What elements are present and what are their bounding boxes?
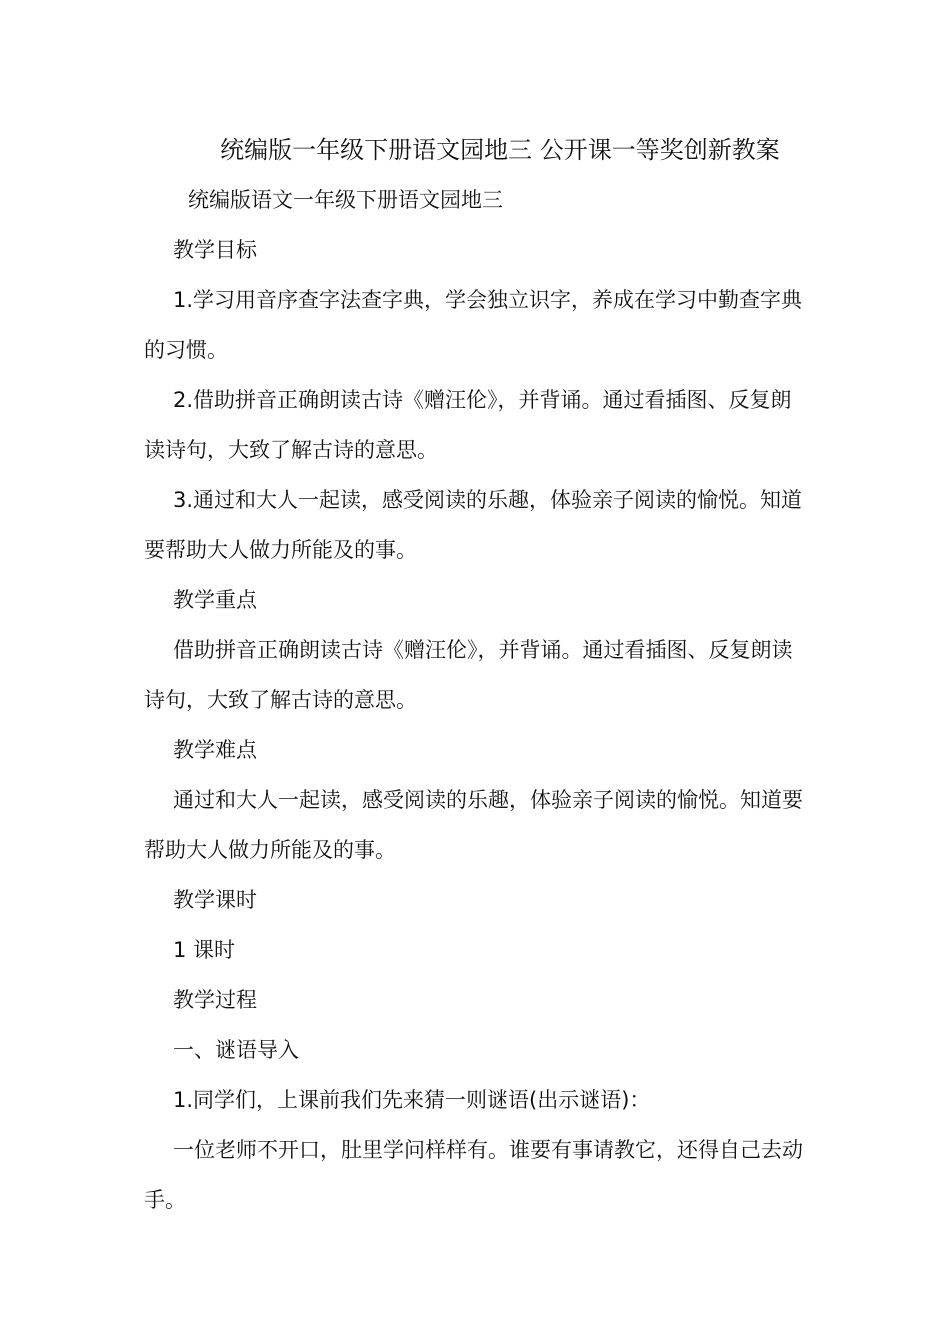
section-heading-key-points: 教学重点 [173, 588, 257, 612]
section-heading-process: 教学过程 [173, 988, 257, 1012]
section-heading-class-hours: 教学课时 [173, 888, 257, 912]
difficulties-text: 通过和大人一起读，感受阅读的乐趣，体验亲子阅读的愉悦。知道要帮助大人做力所能及的事。 [144, 788, 803, 862]
class-hours-text: 1 课时 [173, 938, 236, 962]
riddle-text: 一位老师不开口，肚里学问样样有。谁要有事请教它，还得自己去动手。 [144, 1138, 803, 1212]
document-body [144, 175, 810, 1225]
key-points-text: 借助拼音正确朗读古诗《赠汪伦》，并背诵。通过看插图、反复朗读诗句，大致了解古诗的意思。 [144, 638, 793, 712]
document-title: 统编版一年级下册语文园地三 公开课一等奖创新教案 [220, 136, 780, 164]
objective-item-1: 1.学习用音序查字法查字典，学会独立识字，养成在学习中勤查字典的习惯。 [144, 288, 803, 362]
objective-item-3: 3.通过和大人一起读，感受阅读的乐趣，体验亲子阅读的愉悦。知道要帮助大人做力所能及的事。 [144, 488, 803, 562]
process-step-text-1: 1.同学们，上课前我们先来猜一则谜语(出示谜语)： [173, 1088, 651, 1112]
document-subtitle: 统编版语文一年级下册语文园地三 [188, 188, 503, 212]
process-step-heading: 一、谜语导入 [173, 1038, 299, 1062]
objective-item-2: 2.借助拼音正确朗读古诗《赠汪伦》，并背诵。通过看插图、反复朗读诗句，大致了解古诗的意思。 [144, 388, 792, 462]
section-heading-objectives: 教学目标 [173, 238, 257, 262]
section-heading-difficulties: 教学难点 [173, 738, 257, 762]
